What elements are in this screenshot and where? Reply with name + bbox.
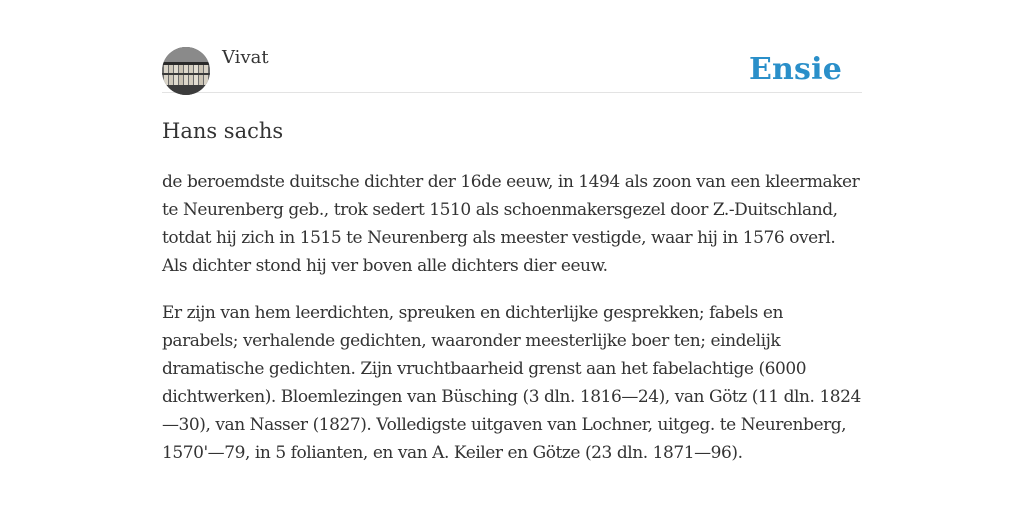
source-avatar[interactable]	[162, 47, 210, 95]
ensie-logo[interactable]: Ensie	[748, 52, 842, 87]
article-body	[162, 168, 862, 486]
article-title: Hans sachs	[162, 119, 284, 143]
source-name[interactable]: Vivat	[222, 47, 269, 68]
article-paragraph: de beroemdste duitsche dichter der 16de eeuw, in 1494 als zoon van een kleermaker te Neurenberg geb., trok sedert 1510 als schoenmakersgezel door Z.-Duitschland, totdat hij zich in 1515 te Neurenberg als meester vestigde, waar hij in 1576 overl. Als dichter stond hij ver boven alle dichters dier eeuw.	[162, 172, 860, 276]
book-spines-icon	[162, 47, 210, 95]
article-paragraph: Er zijn van hem leerdichten, spreuken en dichterlijke gesprekken; fabels en parabels; verhalende gedichten, waaronder meesterlijke boer ten; eindelijk dramatische gedichten. Zijn vruchtbaarheid grenst aan het fabelachtige (6000 dichtwerken). Bloemlezingen van Büsching (3 dln. 1816—24), van Götz (11 dln. 1824—30), van Nasser (1827). Volledigste uitgaven van Lochner, uitgeg. te Neurenberg, 1570'—79, in 5 folianten, en van A. Keiler en Götze (23 dln. 1871—96).	[162, 303, 861, 463]
header	[162, 44, 862, 93]
